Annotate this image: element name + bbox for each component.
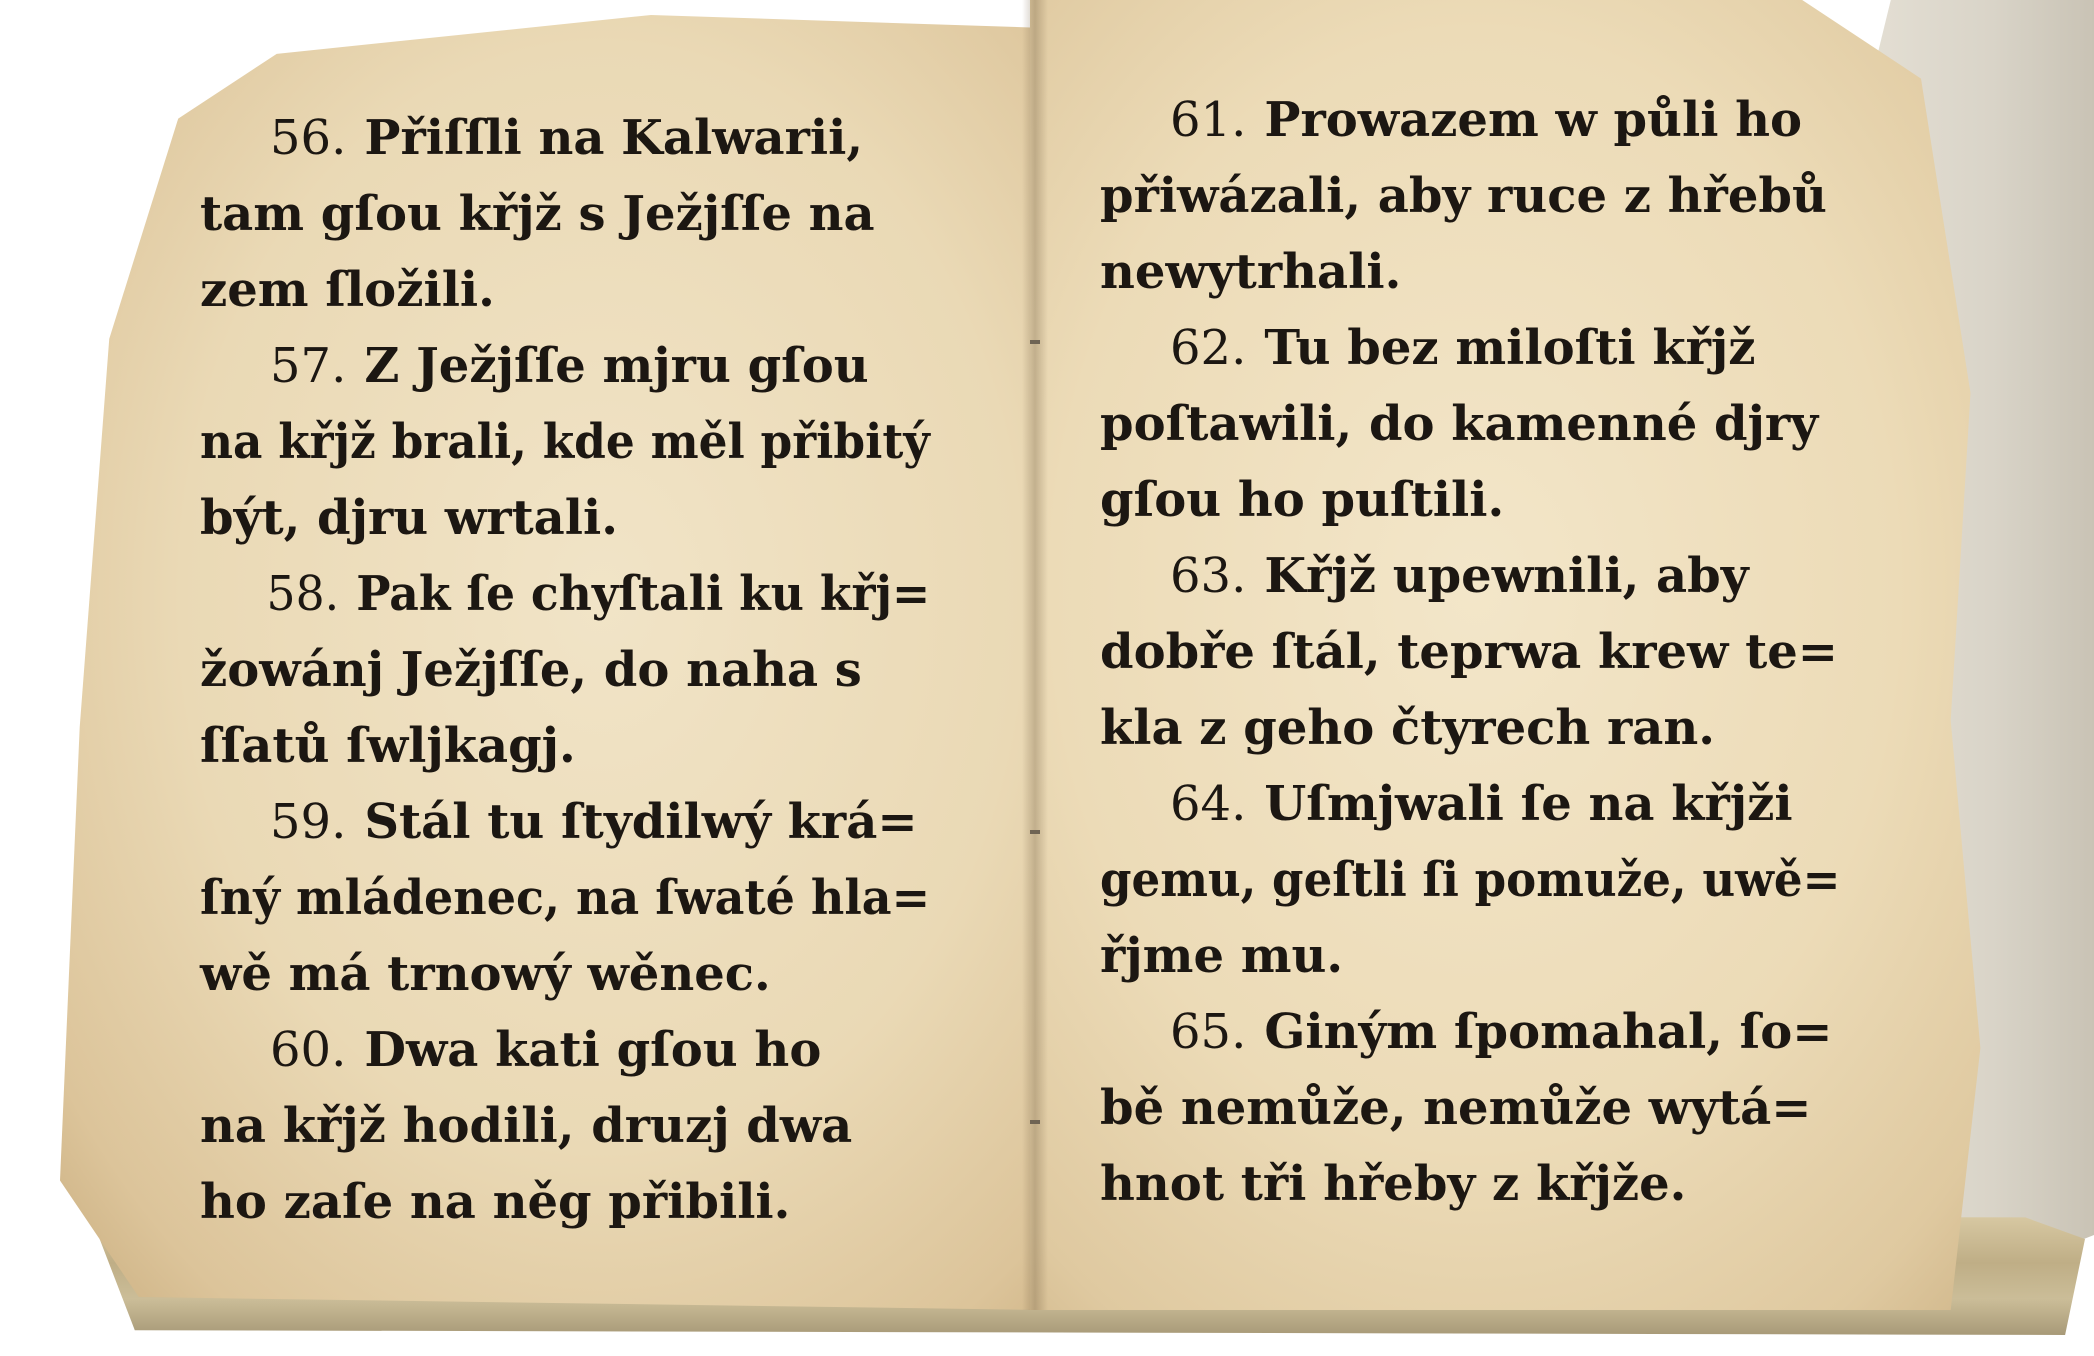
verse-line [200, 556, 931, 632]
verse-line [1100, 158, 1840, 234]
verse-text: ho zaſe na něg přibili. [200, 1174, 791, 1230]
verse-line [1100, 538, 1840, 614]
verse-line [1100, 918, 1840, 994]
verse-number: 60. [270, 1022, 347, 1078]
right-page-text [1100, 82, 1840, 1222]
verse-line [1100, 386, 1840, 462]
verse-line [1100, 994, 1840, 1070]
verse-text: gemu, geſtli ſi pomuže, uwě= [1100, 852, 1841, 908]
verse-line [200, 784, 930, 860]
verse-text: žowánj Ježjſſe, do naha s [200, 642, 862, 698]
verse-text: být, djru wrtali. [200, 490, 618, 546]
verse-line [200, 252, 930, 328]
verse-text: zem ſložili. [200, 262, 495, 318]
verse-text: kla z geho čtyrech ran. [1100, 700, 1715, 756]
verse-line [1100, 1146, 1840, 1222]
verse-line [200, 708, 930, 784]
verse-text: hnot tři hřeby z křjže. [1100, 1156, 1687, 1212]
verse [200, 1012, 930, 1240]
verse-line [1100, 842, 1841, 918]
binding-stitch [1030, 340, 1040, 344]
verse-line [200, 176, 930, 252]
verse-text: Z Ježjſſe mjru gſou [364, 338, 869, 394]
verse-text: Prowazem w půli ho [1264, 92, 1803, 148]
verse-number: 57. [270, 338, 347, 394]
verse-text: řjme mu. [1100, 928, 1344, 984]
verse [200, 100, 930, 328]
verse-text: na křjž hodili, druzj dwa [200, 1098, 853, 1154]
verse-number: 61. [1170, 92, 1247, 148]
verse-line [200, 860, 931, 936]
verse-text: wě má trnowý wěnec. [200, 946, 771, 1002]
verse-number: 65. [1170, 1004, 1247, 1060]
verse [1100, 310, 1840, 538]
verse-text: Křjž upewnili, aby [1264, 548, 1749, 604]
verse-text: Tu bez miloſti křjž [1264, 320, 1756, 376]
verse-number: 59. [270, 794, 347, 850]
verse-text: Dwa kati gſou ho [364, 1022, 822, 1078]
verse-line [1100, 1070, 1840, 1146]
verse-text: poſtawili, do kamenné djry [1100, 396, 1819, 452]
verse-line [200, 328, 930, 404]
verse-line [200, 936, 930, 1012]
verse-number: 62. [1170, 320, 1247, 376]
verse-line [200, 404, 930, 480]
verse-number: 58. [266, 566, 340, 622]
verse-text: na křjž brali, kde měl přibitý [200, 414, 930, 470]
verse [1100, 538, 1840, 766]
verse-line [1100, 234, 1840, 310]
verse-text: ſſatů ſwljkagj. [200, 718, 576, 774]
verse-line [1100, 614, 1840, 690]
verse-text: Přiſſli na Kalwarii, [364, 110, 864, 166]
binding-stitch [1030, 1120, 1040, 1124]
verse-line [1100, 766, 1840, 842]
verse [1100, 994, 1840, 1222]
verse-line [1100, 310, 1840, 386]
verse-line [200, 1012, 930, 1088]
verse-number: 63. [1170, 548, 1247, 604]
verse-text: bě nemůže, nemůže wytá= [1100, 1080, 1812, 1136]
verse-text: ſný mládenec, na ſwaté hla= [200, 870, 931, 926]
verse-line [200, 1088, 930, 1164]
binding-stitch [1030, 830, 1040, 834]
verse-line [200, 1164, 930, 1240]
verse-text: přiwázali, aby ruce z hřebů [1100, 168, 1827, 224]
verse-line [200, 100, 930, 176]
left-page-text [200, 100, 930, 1240]
verse-line [200, 632, 930, 708]
verse-line [1100, 462, 1840, 538]
verse-text: dobře ſtál, teprwa krew te= [1100, 624, 1838, 680]
verse-line [200, 480, 930, 556]
verse-line [1100, 82, 1840, 158]
verse [1100, 82, 1840, 310]
verse-number: 56. [270, 110, 347, 166]
verse [200, 328, 930, 556]
verse-text: gſou ho puſtili. [1100, 472, 1505, 528]
verse-text: newytrhali. [1100, 244, 1402, 300]
verse [200, 556, 930, 784]
verse-text: Stál tu ſtydilwý krá= [364, 794, 918, 850]
verse-text: Pak ſe chyſtali ku křj= [356, 566, 931, 622]
book-gutter [1022, 0, 1048, 1310]
verse-text: Giným ſpomahal, ſo= [1264, 1004, 1833, 1060]
verse [1100, 766, 1840, 994]
verse-line [1100, 690, 1840, 766]
verse-text: Uſmjwali ſe na křjži [1264, 776, 1793, 832]
verse-text: tam gſou křjž s Ježjſſe na [200, 186, 875, 242]
verse [200, 784, 930, 1012]
verse-number: 64. [1170, 776, 1247, 832]
